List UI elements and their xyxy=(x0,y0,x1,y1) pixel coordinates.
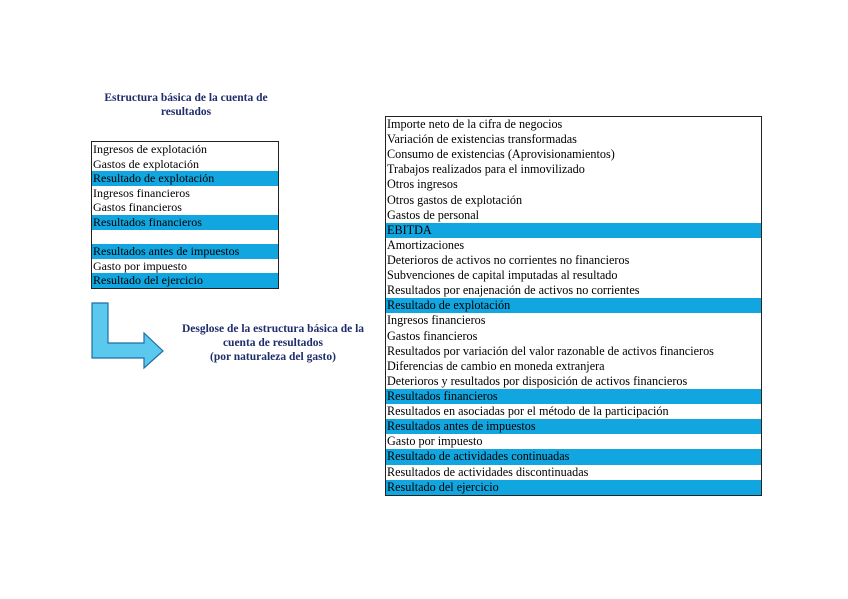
table-row-subtotal: Resultado de actividades continuadas xyxy=(386,449,761,464)
table-row: Resultados de actividades discontinuadas xyxy=(387,464,589,479)
table-row-subtotal: Resultado de explotación xyxy=(386,298,761,313)
breakdown-title-line-1: Desglose de la estructura básica de la xyxy=(181,323,365,335)
table-row: Otros gastos de explotación xyxy=(387,192,523,207)
table-row-subtotal: Resultados financieros xyxy=(92,215,278,230)
table-row: Resultados por enajenación de activos no corrientes xyxy=(387,283,640,298)
table-row: Otros ingresos xyxy=(387,177,458,192)
table-row: Deterioros y resultados por disposición de activos financieros xyxy=(387,373,688,388)
table-row-subtotal: Resultado del ejercicio xyxy=(386,480,761,495)
table-row: Gastos de personal xyxy=(387,207,480,222)
summary-title-line-1: Estructura básica de la cuenta de xyxy=(104,92,268,104)
breakdown-table-title xyxy=(164,322,382,364)
table-row-subtotal: Resultados antes de impuestos xyxy=(386,419,761,434)
table-row: Gastos de explotación xyxy=(93,156,199,171)
table-row: Gasto por impuesto xyxy=(93,258,187,273)
table-row: Diferencias de cambio en moneda extranjera xyxy=(387,358,605,373)
table-row: Variación de existencias transformadas xyxy=(387,132,577,147)
table-row: Resultados en asociadas por el método de la participación xyxy=(387,404,669,419)
table-row: Ingresos financieros xyxy=(93,185,190,200)
table-row: Ingresos de explotación xyxy=(93,142,207,156)
table-row-subtotal: Resultados antes de impuestos xyxy=(92,244,278,259)
table-row: Importe neto de la cifra de negocios xyxy=(387,117,563,131)
table-row: Deterioros de activos no corrientes no financieros xyxy=(387,252,630,267)
breakdown-title-line-3: (por naturaleza del gasto) xyxy=(210,351,336,363)
table-row xyxy=(92,230,278,245)
table-row: Gasto por impuesto xyxy=(387,434,483,449)
table-row-subtotal: Resultados financieros xyxy=(386,389,761,404)
table-row-subtotal: EBITDA xyxy=(386,223,761,238)
table-row: Trabajos realizados para el inmovilizado xyxy=(387,162,585,177)
table-row-subtotal: Resultado del ejercicio xyxy=(92,273,278,288)
table-row: Amortizaciones xyxy=(387,237,465,252)
summary-title-line-2: resultados xyxy=(160,106,212,118)
right-arrow-icon xyxy=(88,302,166,370)
table-row: Consumo de existencias (Aprovisionamientos) xyxy=(387,147,615,162)
table-row: Resultados por variación del valor razonable de activos financieros xyxy=(387,343,714,358)
table-row-subtotal: Resultado de explotación xyxy=(92,171,278,186)
basic-income-statement-table xyxy=(91,141,279,289)
table-row: Gastos financieros xyxy=(387,328,478,343)
detailed-income-statement-table xyxy=(385,116,762,496)
breakdown-title-line-2: cuenta de resultados xyxy=(222,337,324,349)
summary-table-title xyxy=(88,91,284,119)
table-row: Ingresos financieros xyxy=(387,313,486,328)
table-row: Gastos financieros xyxy=(93,200,182,215)
table-row: Subvenciones de capital imputadas al resultado xyxy=(387,268,618,283)
